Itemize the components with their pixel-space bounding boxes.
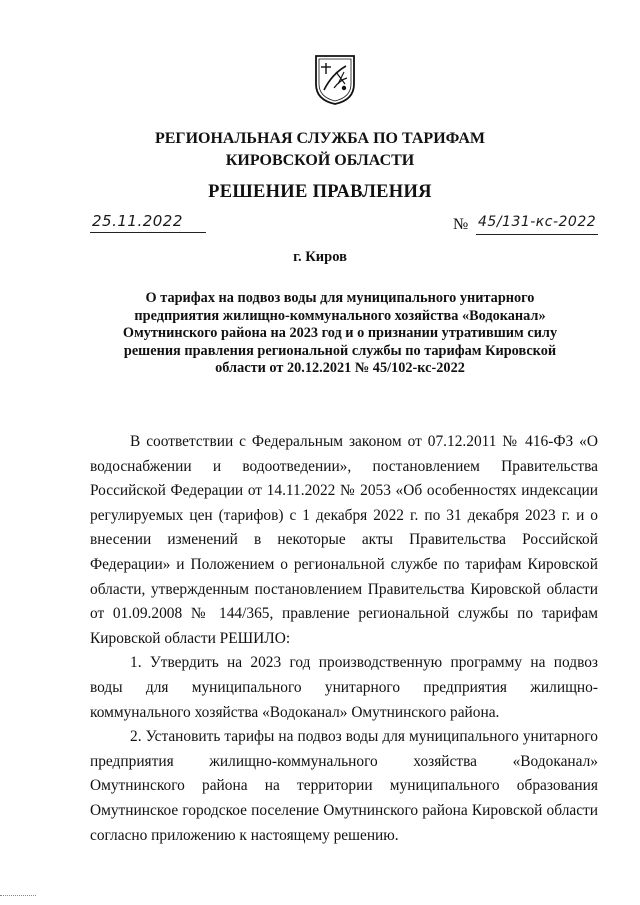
item-2-paragraph: 2. Установить тарифы на подвоз воды для муниципального унитарного предприятия жилищно-коммунального хозяйства «Водоканал» Омутнинского района на территории муниципального образования Омутнинское городское поселение Омутнинского района Кировской области согласно приложению к настоящему решению.: [90, 728, 598, 844]
number-underline: [476, 234, 598, 235]
number-sign: №: [453, 216, 469, 233]
decision-body: [90, 430, 598, 848]
preamble-paragraph: В соответствии с Федеральным законом от 07.12.2011 № 416-ФЗ «О водоснабжении и водоотведении», постановлением Правительства Российской Федерации от 14.11.2022 № 2053 «Об особенностях индексации регулируемых цен (тарифов) с 1 декабря 2022 г. по 31 декабря 2023 г. и о внесении изменений в некоторые акты Правительства Российской Федерации» и Положением о региональной службе по тарифам Кировской области, утвержденным постановлением Правительства Кировской области от 01.09.2008 № 144/365, правление региональной службы по тарифам Кировской области РЕШИЛО:: [90, 433, 598, 647]
item-1-paragraph: 1. Утвердить на 2023 год производственную программу на подвоз воды для муниципального унитарного предприятия жилищно-коммунального хозяйства «Водоканал» Омутнинского района.: [90, 654, 598, 721]
org-name-line1: РЕГИОНАЛЬНАЯ СЛУЖБА ПО ТАРИФАМ: [154, 130, 486, 147]
org-name-line2: КИРОВСКОЙ ОБЛАСТИ: [225, 152, 415, 169]
footer-dotted-mark: [0, 895, 36, 896]
decision-date: 25.11.2022: [92, 212, 183, 230]
decision-number: 45/131-кс-2022: [478, 214, 597, 230]
decision-subject: О тарифах на подвоз воды для муниципального унитарного предприятия жилищно-коммунального хозяйства «Водоканал» Омутнинского района на 2023 год и о признании утратившим силу решения правления региональной службы по тарифам Кировской области от 20.12.2021 № 45/102-кс-2022: [122, 290, 558, 376]
decision-title: РЕШЕНИЕ ПРАВЛЕНИЯ: [208, 182, 432, 202]
city-label: г. Киров: [293, 249, 347, 265]
kirov-oblast-coat-of-arms-icon: [314, 54, 356, 106]
date-underline: [90, 232, 206, 233]
